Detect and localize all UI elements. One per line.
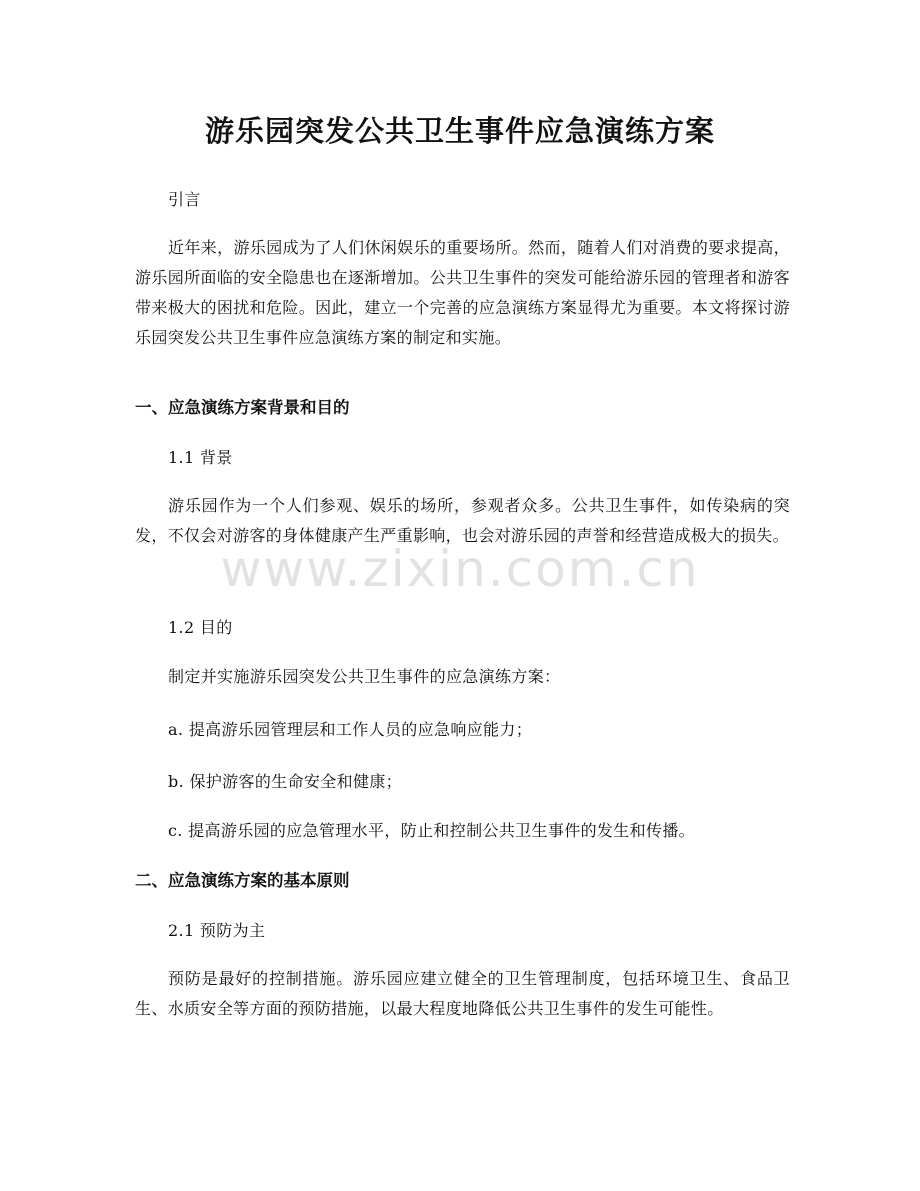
list-item-b: b. 保护游客的生命安全和健康； xyxy=(168,772,403,791)
section1-sub2-paragraph: 制定并实施游乐园突发公共卫生事件的应急演练方案： xyxy=(168,667,561,686)
section2-sub1-label: 2.1 预防为主 xyxy=(168,921,266,940)
document-title: 游乐园突发公共卫生事件应急演练方案 xyxy=(204,114,715,148)
section2-heading: 二、应急演练方案的基本原则 xyxy=(135,871,350,890)
intro-paragraph: 近年来，游乐园成为了人们休闲娱乐的重要场所。然而，随着人们对消费的要求提高，游乐园所面临的安全隐患也在逐渐增加。公共卫生事件的突发可能给游乐园的管理者和游客带来极大的困扰和危险。因此，建立一个完善的应急演练方案显得尤为重要。本文将探讨游乐园突发公共卫生事件应急演练方案的制定和实施。 xyxy=(135,238,790,347)
intro-label: 引言 xyxy=(168,190,201,209)
watermark: www.zixin.com.cn xyxy=(220,540,700,598)
section1-sub2-label: 1.2 目的 xyxy=(168,618,233,637)
section1-sub1-paragraph: 游乐园作为一个人们参观、娱乐的场所，参观者众多。公共卫生事件，如传染病的突发，不仅会对游客的身体健康产生严重影响，也会对游乐园的声誉和经营造成极大的损失。 xyxy=(135,496,790,545)
section1-heading: 一、应急演练方案背景和目的 xyxy=(135,398,350,417)
section2-sub1-paragraph: 预防是最好的控制措施。游乐园应建立健全的卫生管理制度，包括环境卫生、食品卫生、水质安全等方面的预防措施，以最大程度地降低公共卫生事件的发生可能性。 xyxy=(135,969,790,1018)
list-item-c: c. 提高游乐园的应急管理水平，防止和控制公共卫生事件的发生和传播。 xyxy=(168,821,696,840)
section1-sub1-label: 1.1 背景 xyxy=(168,448,233,467)
list-item-a: a. 提高游乐园管理层和工作人员的应急响应能力； xyxy=(168,720,533,739)
